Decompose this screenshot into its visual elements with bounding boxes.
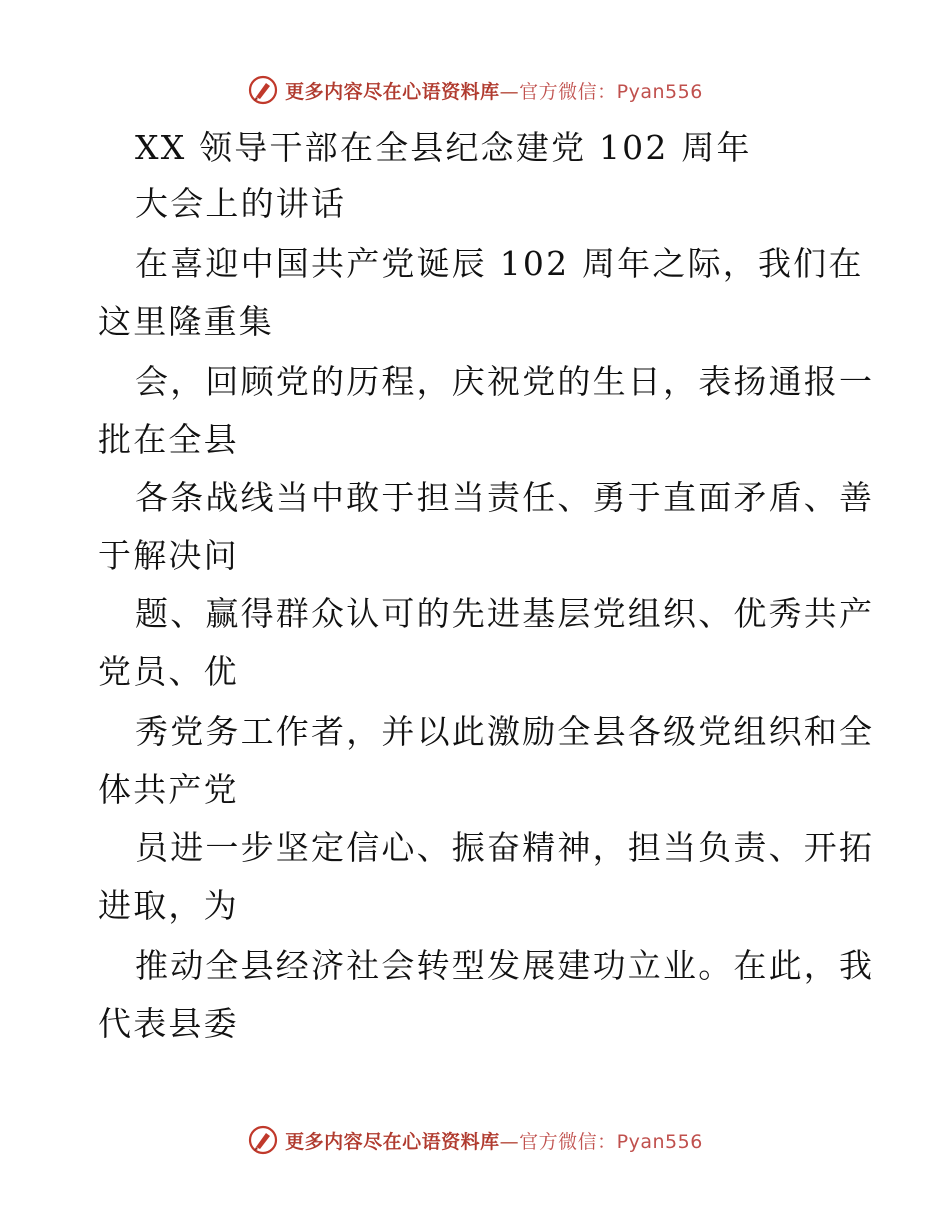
pen-logo-icon: [247, 1124, 279, 1156]
paragraph-line: 员进一步坚定信心、振奋精神，担当负责、开拓: [135, 828, 875, 867]
paragraph-line: 代表县委: [98, 1004, 239, 1043]
footer-site-name: 更多内容尽在心语资料库: [285, 1130, 500, 1153]
footer-banner: [0, 1122, 950, 1158]
paragraph-line: 在喜迎中国共产党诞辰 102 周年之际，我们在: [135, 244, 864, 283]
header-site-name: 更多内容尽在心语资料库: [285, 80, 500, 103]
paragraph-line: 各条战线当中敢于担当责任、勇于直面矛盾、善: [135, 478, 875, 517]
paragraph-line: 批在全县: [98, 420, 239, 459]
paragraph-line: 会，回顾党的历程，庆祝党的生日，表扬通报一: [135, 362, 875, 401]
header-banner-text: [285, 77, 703, 104]
header-banner: [0, 72, 950, 108]
paragraph-line: 推动全县经济社会转型发展建功立业。在此，我: [135, 946, 875, 985]
paragraph-line: 党员、优: [98, 652, 239, 691]
paragraph-line: 进取，为: [98, 886, 239, 925]
pen-logo-icon: [247, 74, 279, 106]
paragraph-line: 秀党务工作者，并以此激励全县各级党组织和全: [135, 712, 875, 751]
footer-separator: —: [499, 1130, 520, 1153]
paragraph-line: 题、赢得群众认可的先进基层党组织、优秀共产: [135, 594, 875, 633]
document-title-line-1: XX 领导干部在全县纪念建党 102 周年: [135, 128, 752, 167]
document-title-line-2: 大会上的讲话: [135, 184, 347, 223]
header-contact: 官方微信：Pyan556: [519, 80, 703, 103]
paragraph-line: 体共产党: [98, 770, 239, 809]
header-separator: —: [499, 80, 520, 103]
paragraph-line: 这里隆重集: [98, 302, 274, 341]
footer-contact: 官方微信：Pyan556: [519, 1130, 703, 1153]
paragraph-line: 于解决问: [98, 536, 239, 575]
footer-banner-text: [285, 1127, 703, 1154]
